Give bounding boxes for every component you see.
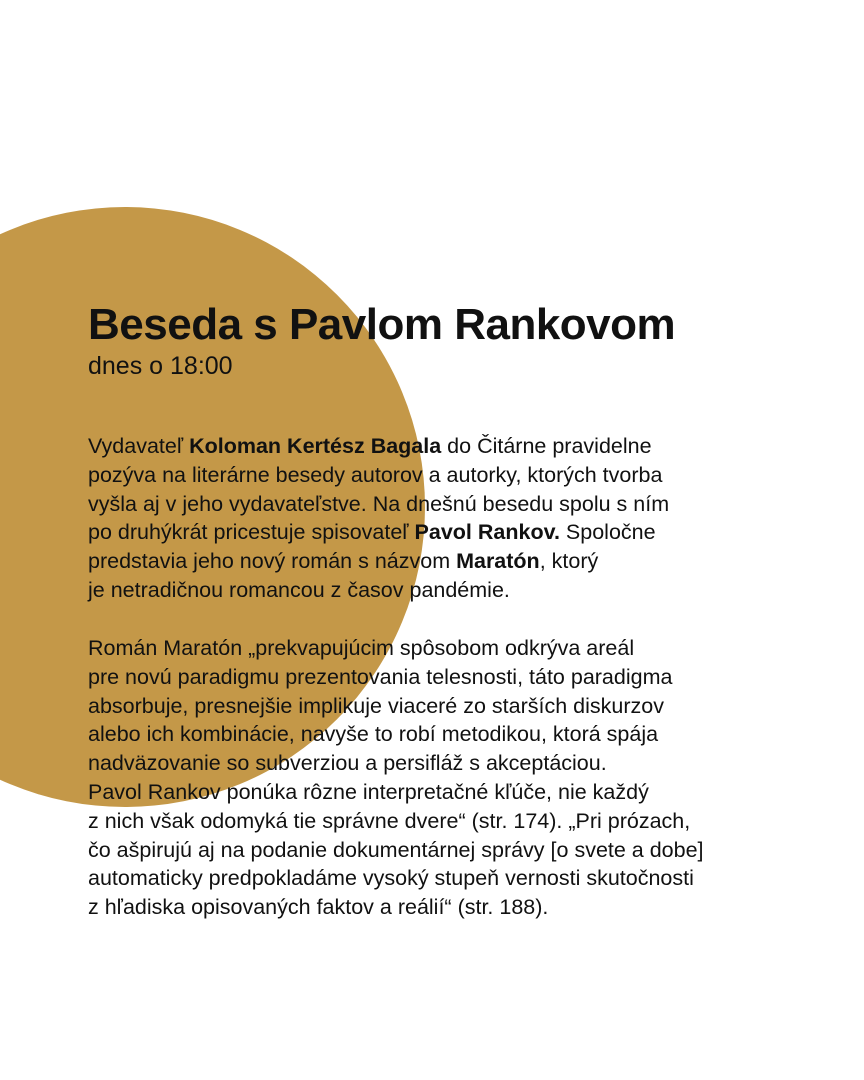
text-span: po druhýkrát pricestuje spisovateľ: [88, 520, 415, 545]
intro-line: vyšla aj v jeho vydavateľstve. Na dnešnú besedu spolu s ním: [88, 491, 670, 516]
publisher-name: Koloman Kertész Bagala: [189, 434, 442, 458]
quote-line: absorbuje, presnejšie implikuje viaceré zo starších diskurzov: [88, 693, 664, 718]
intro-line: pozýva na literárne besedy autorov a autorky, ktorých tvorba: [88, 462, 663, 487]
quote-line: pre novú paradigmu prezentovania telesnosti, táto paradigma: [88, 664, 673, 689]
intro-line: je netradičnou romancou z časov pandémie.: [88, 577, 510, 602]
event-time: dnes o 18:00: [88, 352, 233, 380]
quote-line: Román Maratón „prekvapujúcim spôsobom odkrýva areál: [88, 636, 635, 660]
author-name: Pavol Rankov.: [414, 520, 560, 545]
intro-paragraph: [88, 432, 669, 605]
text-span: Spoločne: [559, 520, 656, 545]
quote-line: Pavol Rankov ponúka rôzne interpretačné kľúče, nie každý: [88, 779, 649, 804]
event-title: Beseda s Pavlom Rankovom: [88, 300, 676, 349]
quote-paragraph: [88, 634, 704, 922]
text-span: , ktorý: [539, 549, 599, 574]
text-span: Vydavateľ: [88, 434, 190, 458]
intro-line: [88, 432, 669, 461]
text-span: predstavia jeho nový román s názvom: [88, 549, 457, 574]
quote-line: z nich však odomyká tie správne dvere“ (str. 174). „Pri prózach,: [88, 808, 691, 833]
quote-line: alebo ich kombinácie, navyše to robí metodikou, ktorá spája: [88, 722, 659, 747]
quote-line: z hľadiska opisovaných faktov a reálií“ (str. 188).: [88, 895, 549, 920]
intro-line: [88, 518, 669, 547]
quote-line: automaticky predpokladáme vysoký stupeň vernosti skutočnosti: [88, 866, 694, 891]
text-span: do Čitárne pravidelne: [441, 434, 652, 458]
book-title: Maratón: [456, 549, 540, 574]
quote-line: čo ašpirujú aj na podanie dokumentárnej správy [o svete a dobe]: [88, 837, 704, 862]
quote-line: nadväzovanie so subverziou a persifláž s akceptáciou.: [88, 751, 607, 776]
intro-line: [88, 547, 669, 576]
